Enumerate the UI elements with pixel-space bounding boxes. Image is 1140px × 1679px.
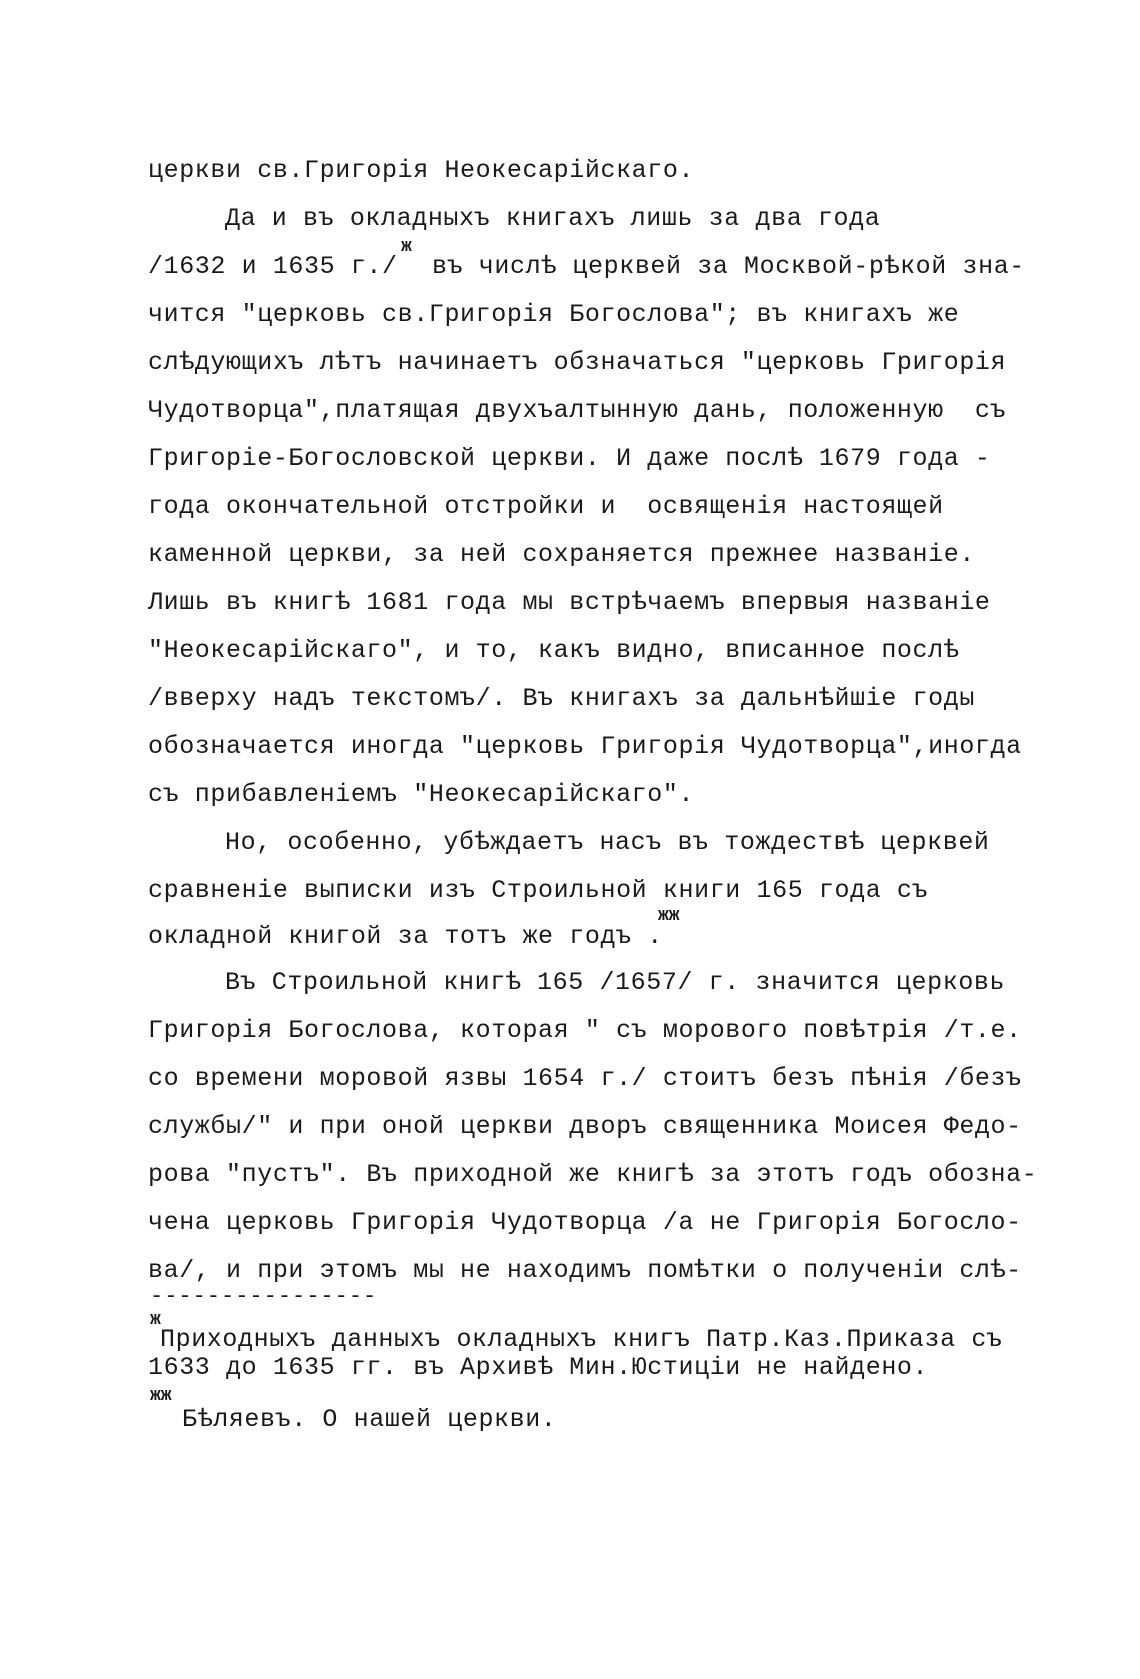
- body-line: /1632 и 1635 г./: [148, 252, 398, 281]
- body-line: въ числѣ церквей за Москвой-рѣкой зна-: [432, 252, 1025, 281]
- footnote-reference-2: жж: [658, 906, 680, 926]
- body-line: церкви св.Григорія Неокесарійскаго.: [148, 156, 695, 185]
- body-line: Лишь въ книгѣ 1681 года мы встрѣчаемъ впервыя названіе: [148, 588, 991, 617]
- body-line: каменной церкви, за ней сохраняется прежнее названіе.: [148, 540, 975, 569]
- body-line: чена церковь Григорія Чудотворца /а не Григорія Богосло-: [148, 1208, 1022, 1237]
- body-line: года окончательной отстройки и освященія настоящей: [148, 492, 944, 521]
- footnote-line: 1633 до 1635 гг. въ Архивѣ Мин.Юстиціи не найдено.: [148, 1353, 929, 1382]
- footnote-reference-1: ж: [401, 237, 412, 257]
- body-line: Но, особенно, убѣждаетъ насъ въ тождествѣ церквей: [225, 828, 990, 857]
- body-line: чится "церковь св.Григорія Богослова"; въ книгахъ же: [148, 300, 960, 329]
- body-line: со времени моровой язвы 1654 г./ стоитъ безъ пѣнія /безъ: [148, 1064, 1022, 1093]
- body-line: съ прибавленіемъ "Неокесарійскаго".: [148, 780, 695, 809]
- body-line: сравненіе выписки изъ Строильной книги 165 года съ: [148, 876, 929, 905]
- body-line: службы/" и при оной церкви дворъ священника Моисея Федо-: [148, 1112, 1022, 1141]
- body-line: Да и въ окладныхъ книгахъ лишь за два года: [225, 204, 881, 233]
- body-line: ва/, и при этомъ мы не находимъ помѣтки о полученіи слѣ-: [148, 1256, 1022, 1285]
- footnote-mark-2: жж: [150, 1386, 172, 1406]
- body-line: Чудотворца",платящая двухъалтынную дань, положенную съ: [148, 396, 1007, 425]
- body-line: окладной книгой за тотъ же годъ .: [148, 922, 663, 951]
- footnote-separator: ----------------: [150, 1284, 378, 1309]
- body-line: /вверху надъ текстомъ/. Въ книгахъ за дальнѣйшіе годы: [148, 684, 975, 713]
- body-line: рова "пустъ". Въ приходной же книгѣ за этотъ годъ обозна-: [148, 1160, 1038, 1189]
- body-line: слѣдующихъ лѣтъ начинаетъ обзначаться "церковь Григорія: [148, 348, 1007, 377]
- body-line: Григорія Богослова, которая " съ морового повѣтрія /т.е.: [148, 1016, 1022, 1045]
- body-line: обозначается иногда "церковь Григорія Чудотворца",иногда: [148, 732, 1022, 761]
- body-line: Въ Строильной книгѣ 165 /1657/ г. значится церковь: [225, 968, 1006, 997]
- footnote-line: Бѣляевъ. О нашей церкви.: [182, 1405, 557, 1434]
- footnote-mark-1: ж: [150, 1310, 161, 1330]
- footnote-line: Приходныхъ данныхъ окладныхъ книгъ Патр.Каз.Приказа съ: [160, 1325, 1003, 1354]
- body-line: "Неокесарійскаго", и то, какъ видно, вписанное послѣ: [148, 636, 960, 665]
- body-line: Григоріе-Богословской церкви. И даже послѣ 1679 года -: [148, 444, 991, 473]
